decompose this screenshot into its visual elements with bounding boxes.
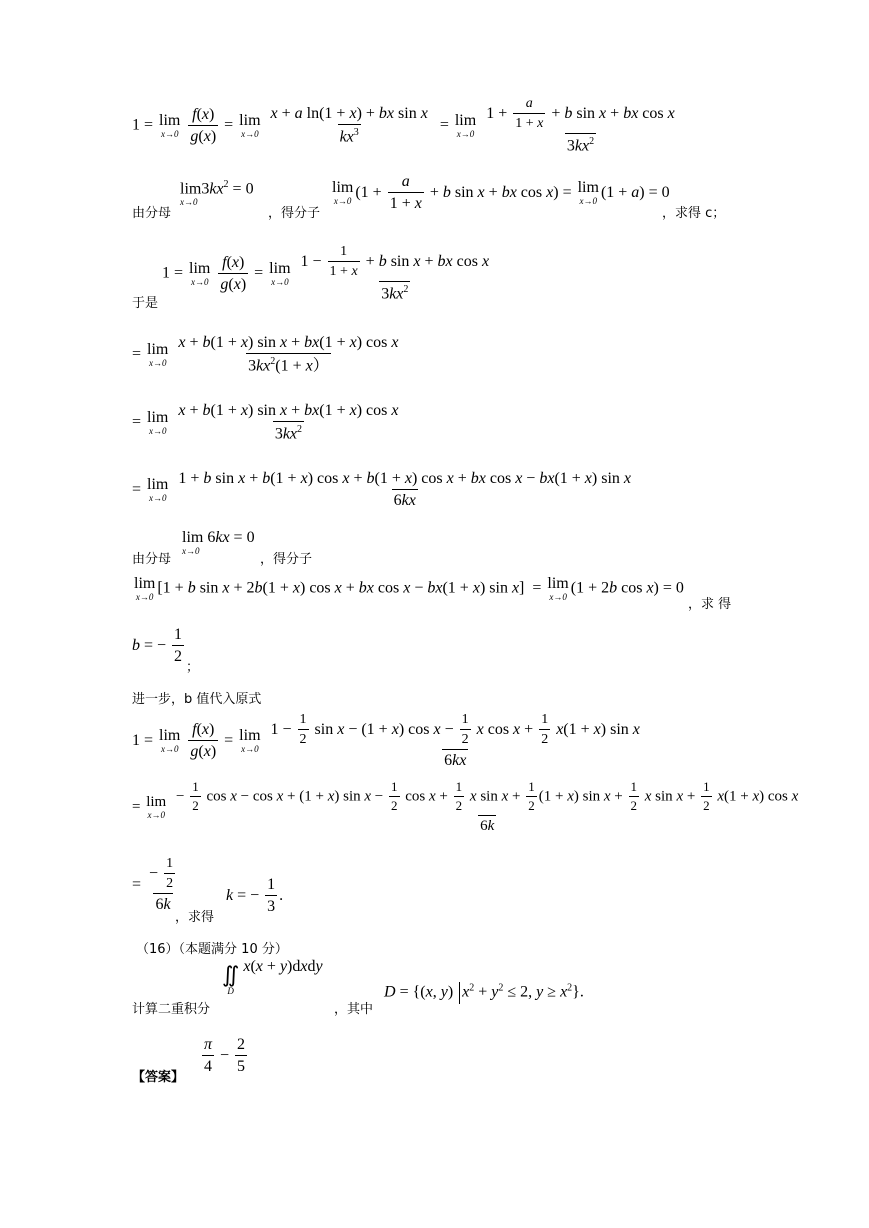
text-defenzi: ，得分子 bbox=[268, 206, 321, 221]
equation-double-integral: ∬ D x(x + y)dxdy bbox=[222, 958, 323, 996]
text-semicolon: ； bbox=[186, 660, 200, 675]
equation-line-8: lim x→0 [1 + b sin x + 2b(1 + x) cos x + bx cos x − bx(1 + x) sin x] = lim x→0 (1 + 2b cos x) = 0 bbox=[134, 575, 684, 602]
equation-line-1: 1 = lim x→0 $\frac{f(x)}{g(x)}$ = lim x→0 $\frac{\text{x + a ln(1 + x) + bx sin x}}{kx^3}$ = lim x→0 1 + $\frac{a}{1 + x}$ + b sin x + bx cos x $3kx^2$ bbox=[132, 96, 675, 155]
answer-label: 【答案】 bbox=[132, 1070, 185, 1085]
equation-numerator-limit: lim x→0 (1 + $\frac{a}{1 + x}$ + b sin x + bx cos x) = lim x→0 (1 + a) = 0 bbox=[332, 173, 670, 213]
text-qiude: ，求 得 bbox=[688, 597, 732, 612]
equation-region-d: D = {(x, y) $x^2 + y^2 \le 2$, $y \ge x^2$}. bbox=[384, 982, 584, 1004]
equation-k-value: k = − $\frac{1}{3}$ . bbox=[226, 876, 284, 916]
text-qiudec: ，求得 c； bbox=[662, 206, 726, 221]
equation-denominator-limit: $\lim 3kx^2 = 0$ x→0 bbox=[180, 179, 254, 208]
text-defenzi-2: ，得分子 bbox=[260, 552, 313, 567]
text-jisuan: 计算二重积分 bbox=[132, 1002, 211, 1017]
equation-line-13: = − $\frac{1}{2}$ 6k bbox=[132, 856, 174, 914]
text-jinyibu: 进一步，b 值代入原式 bbox=[132, 692, 262, 707]
text-qiude-2: ，求得 bbox=[175, 910, 215, 925]
equation-line-5: = lim x→0 $\frac{\text{x + b(1 + x) sin x + bx(1 + x) cos x}}{3kx^2}$ bbox=[132, 402, 399, 443]
equation-line-3: 1 = lim x→0 $\frac{f(x)}{g(x)}$ = lim x→0 1 − $\frac{1}{1 + x}$ + b sin x + bx cos x $3kx^2$ bbox=[162, 244, 490, 303]
text-qizhong: ，其中 bbox=[334, 1002, 374, 1017]
question-header: （16）（本题满分 10 分） bbox=[136, 942, 288, 957]
text-youfenmu-2: 由分母 bbox=[132, 552, 172, 567]
text-youfenmu: 由分母 bbox=[132, 206, 172, 221]
equation-answer: $\frac{\pi}{4}$ − $\frac{2}{5}$ bbox=[204, 1036, 246, 1076]
equation-line-11: 1 = lim x→0 $\frac{f(x)}{g(x)}$ = lim x→0 1 − $\frac{1}{2}$ sin x − (1 + x) cos x − $\frac{1}{2}$ x cos x + $\frac{1}{2}$ x(1 + x) sin x 6kx bbox=[132, 712, 640, 770]
equation-line-6: = lim x→0 1 + b sin x + b(1 + x) cos x + b(1 + x) cos x + bx cos x − bx(1 + x) sin x 6kx bbox=[132, 470, 632, 510]
equation-line-4: = lim x→0 $\frac{\text{x + b(1 + x) sin x + bx(1 + x) cos x}}{3kx^2(1 + x)}$ bbox=[132, 334, 399, 375]
text-yushi: 于是 bbox=[132, 296, 159, 311]
equation-denominator-limit-2: lim 6kx = 0 x→0 bbox=[182, 529, 255, 556]
equation-b-value: b = − $\frac{1}{2}$ bbox=[132, 626, 183, 666]
equation-line-12: = lim x→0 − $\frac{1}{2}$ cos x − cos x + (1 + x) sin x − $\frac{1}{2}$ cos x + $\frac{1}{2}$ x sin x + $\frac{1}{2}$ (1 + x) sin x + $\frac{1}{2}$ x sin x + $\frac{1}{2}$ x(1 + x) cos x 6k bbox=[132, 779, 799, 834]
